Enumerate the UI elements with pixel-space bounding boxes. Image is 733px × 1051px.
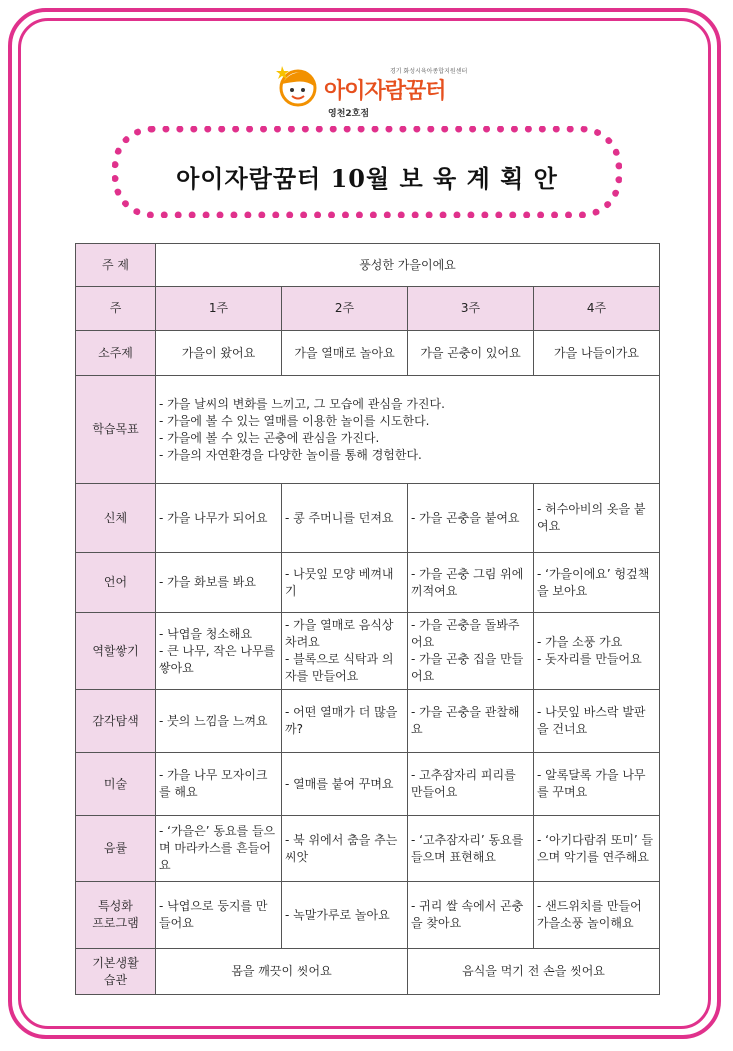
week-2: 2주 bbox=[282, 287, 408, 331]
roleplay-item: - 가을 열매로 음식상 차려요 bbox=[285, 618, 394, 649]
row-label-roleplay: 역할쌓기 bbox=[76, 613, 156, 690]
goal-item: - 가을에 볼 수 있는 곤충에 관심을 가진다. bbox=[159, 430, 380, 445]
roleplay-item: - 가을 소풍 가요 bbox=[537, 635, 623, 649]
music-3: - ‘고추잠자리’ 동요를 들으며 표현해요 bbox=[408, 816, 534, 882]
music-1: - ‘가을은’ 동요를 들으며 마라카스를 흔들어요 bbox=[156, 816, 282, 882]
row-label-language: 언어 bbox=[76, 553, 156, 613]
subtheme-2: 가을 열매로 놀아요 bbox=[282, 331, 408, 376]
special-4: - 샌드위치를 만들어 가을소풍 놀이해요 bbox=[534, 882, 660, 949]
habit-label-line2: 습관 bbox=[103, 972, 128, 987]
subtheme-4: 가을 나들이가요 bbox=[534, 331, 660, 376]
subtheme-3: 가을 곤충이 있어요 bbox=[408, 331, 534, 376]
page-title: 아이자람꿈터 10월 보 육 계 획 안 bbox=[176, 164, 558, 193]
art-2: - 열매를 붙여 꾸며요 bbox=[282, 753, 408, 816]
child-face-logo-icon bbox=[276, 64, 320, 108]
roleplay-item: - 큰 나무, 작은 나무를 쌓아요 bbox=[159, 643, 276, 675]
row-label-art: 미술 bbox=[76, 753, 156, 816]
table-row bbox=[76, 484, 660, 553]
music-4: - ‘아기다람쥐 또미’ 들으며 악기를 연주해요 bbox=[534, 816, 660, 882]
center-name: 경기 화성시육아종합지원센터 bbox=[390, 68, 468, 75]
roleplay-1 bbox=[156, 613, 282, 690]
special-3: - 귀리 쌀 속에서 곤충을 찾아요 bbox=[408, 882, 534, 949]
special-2: - 녹말가루로 놀아요 bbox=[282, 882, 408, 949]
art-4: - 알록달록 가을 나무를 꾸며요 bbox=[534, 753, 660, 816]
roleplay-4 bbox=[534, 613, 660, 690]
row-label-sensory: 감각탐색 bbox=[76, 690, 156, 753]
goal-item: - 가을에 볼 수 있는 열매를 이용한 놀이를 시도한다. bbox=[159, 413, 430, 428]
table-row bbox=[76, 376, 660, 484]
sensory-3: - 가을 곤충을 관찰해요 bbox=[408, 690, 534, 753]
habit-1: 몸을 깨끗이 씻어요 bbox=[156, 949, 408, 995]
roleplay-2 bbox=[282, 613, 408, 690]
table-row bbox=[76, 816, 660, 882]
music-2: - 북 위에서 춤을 추는 씨앗 bbox=[282, 816, 408, 882]
week-3: 3주 bbox=[408, 287, 534, 331]
row-label-theme: 주 제 bbox=[76, 244, 156, 287]
body-4: - 허수아비의 옷을 붙여요 bbox=[534, 484, 660, 553]
goals-cell bbox=[156, 376, 660, 484]
body-1: - 가을 나무가 되어요 bbox=[156, 484, 282, 553]
sensory-1: - 붓의 느낌을 느껴요 bbox=[156, 690, 282, 753]
roleplay-3 bbox=[408, 613, 534, 690]
week-4: 4주 bbox=[534, 287, 660, 331]
subtheme-1: 가을이 왔어요 bbox=[156, 331, 282, 376]
sensory-4: - 나뭇잎 바스락 발판을 건너요 bbox=[534, 690, 660, 753]
language-4: - ‘가을이에요’ 헝겊책을 보아요 bbox=[534, 553, 660, 613]
table-row bbox=[76, 613, 660, 690]
special-label-line2: 프로그램 bbox=[92, 916, 139, 930]
title-box bbox=[112, 126, 622, 218]
table-row bbox=[76, 882, 660, 949]
table-row bbox=[76, 949, 660, 995]
table-row bbox=[76, 244, 660, 287]
goal-item: - 가을 날씨의 변화를 느끼고, 그 모습에 관심을 가진다. bbox=[159, 396, 445, 411]
plan-table bbox=[75, 243, 660, 995]
goal-item: - 가을의 자연환경을 다양한 놀이를 통해 경험한다. bbox=[159, 447, 422, 462]
body-2: - 콩 주머니를 던져요 bbox=[282, 484, 408, 553]
row-label-special bbox=[76, 882, 156, 949]
center-logo bbox=[276, 62, 486, 124]
body-3: - 가을 곤충을 붙여요 bbox=[408, 484, 534, 553]
table-row bbox=[76, 753, 660, 816]
roleplay-item: - 가을 곤충을 돌봐주어요 bbox=[411, 618, 520, 649]
row-label-goals: 학습목표 bbox=[76, 376, 156, 484]
habit-2: 음식을 먹기 전 손을 씻어요 bbox=[408, 949, 660, 995]
row-label-habit bbox=[76, 949, 156, 995]
roleplay-item: - 블록으로 식탁과 의자를 만들어요 bbox=[285, 652, 394, 683]
art-3: - 고추잠자리 피리를 만들어요 bbox=[408, 753, 534, 816]
roleplay-item: - 돗자리를 만들어요 bbox=[537, 652, 642, 666]
table-row bbox=[76, 331, 660, 376]
table-row bbox=[76, 553, 660, 613]
special-1: - 낙엽으로 둥지를 만들어요 bbox=[156, 882, 282, 949]
branch-name: 영천2호점 bbox=[328, 109, 370, 119]
table-row bbox=[76, 287, 660, 331]
brand-name: 아이자람꿈터 bbox=[324, 79, 446, 104]
row-label-week: 주 bbox=[76, 287, 156, 331]
habit-label-line1: 기본생활 bbox=[92, 955, 139, 970]
row-label-music: 음률 bbox=[76, 816, 156, 882]
roleplay-item: - 가을 곤충 집을 만들어요 bbox=[411, 652, 524, 683]
week-1: 1주 bbox=[156, 287, 282, 331]
row-label-body: 신체 bbox=[76, 484, 156, 553]
sensory-2: - 어떤 열매가 더 많을까? bbox=[282, 690, 408, 753]
row-label-subtheme: 소주제 bbox=[76, 331, 156, 376]
language-1: - 가을 화보를 봐요 bbox=[156, 553, 282, 613]
table-row bbox=[76, 690, 660, 753]
roleplay-item: - 낙엽을 청소해요 bbox=[159, 626, 253, 641]
special-label-line1: 특성화 bbox=[98, 899, 133, 913]
language-2: - 나뭇잎 모양 베껴내기 bbox=[282, 553, 408, 613]
art-1: - 가을 나무 모자이크를 해요 bbox=[156, 753, 282, 816]
language-3: - 가을 곤충 그림 위에 끼적여요 bbox=[408, 553, 534, 613]
theme-value: 풍성한 가을이에요 bbox=[156, 244, 660, 287]
goals-list bbox=[159, 396, 656, 464]
